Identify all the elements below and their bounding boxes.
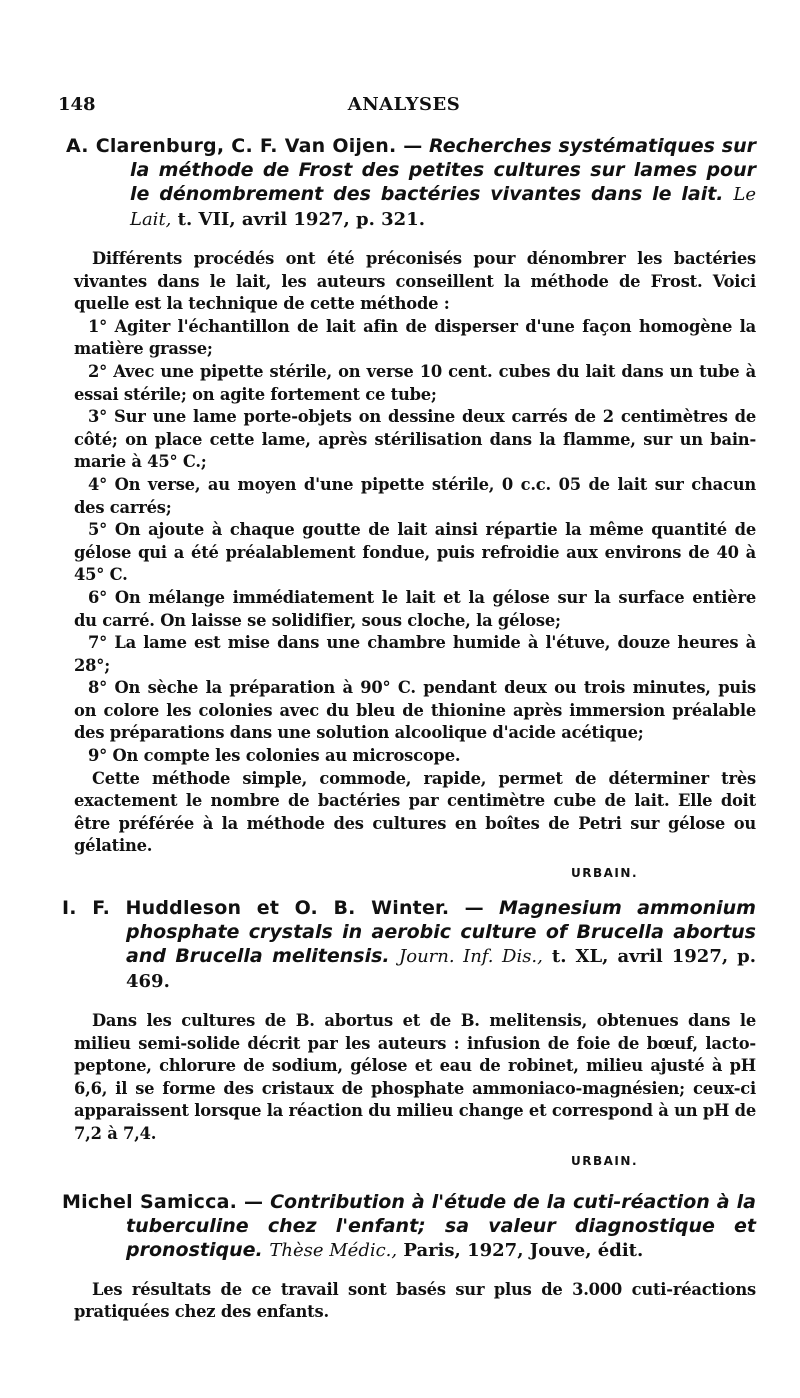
method-step: 1° Agiter l'échantillon de lait afin de disperser d'une façon homogène la matière grasse; [74,316,756,359]
entry-author: A. Clarenburg, C. F. Van Oijen. [66,135,397,157]
entry-title: Contribution à l'étude de la cuti-réaction à la tuberculine chez l'enfant; sa valeur diagnostique et pronostique. [126,1190,756,1261]
method-step: 4° On verse, au moyen d'une pipette stérile, 0 c.c. 05 de lait sur chacun des carrés; [74,474,756,517]
entry-signature: URBAIN. [571,1153,638,1168]
entry-dash: — [396,135,430,157]
citation-journal: Journ. Inf. Dis., [399,946,543,968]
method-step: 5° On ajoute à chaque goutte de lait ainsi répartie la même quantité de gélose qui a été préalablement fondue, puis refroidie aux environs de 40 à 45° C. [74,520,756,585]
entry-author: I. F. Huddleson et O. B. Winter. [62,897,450,920]
abstract-entry-clarenburg [52,134,756,880]
entry-title: Recherches systématiques sur la méthode de Frost des petites cultures sur lames pour le dénombrement des bactéries vivantes dans le lait. [130,135,756,205]
method-step: 2° Avec une pipette stérile, on verse 10 cent. cubes du lait dans un tube à essai stérile; on agite fortement ce tube; [74,361,756,404]
document-page [0,94,800,1398]
entry-paragraph: Dans les cultures de B. abortus et de B. melitensis, obtenues dans le milieu semi-solide décrit par les auteurs : infusion de foie de bœuf, lacto-peptone, chlorure de sodium, gélose et eau de robinet, milieu ajusté à pH 6,6, il se forme des cristaux de phosphate ammoniaco-magnésien; ceux-ci apparaissent lorsque la réaction du milieu change et correspond à un pH de 7,2 à 7,4. [74,1011,756,1143]
method-step: 6° On mélange immédiatement le lait et la gélose sur la surface entière du carré. On laisse se solidifier, sous cloche, la gélose; [74,587,756,630]
citation-details: t. VII, avril 1927, p. 321. [171,209,425,230]
citation-journal: Le Lait, [130,184,756,230]
running-title: ANALYSES [347,94,461,115]
entry-title: Magnesium ammonium phosphate crystals in aerobic culture of Brucella abortus and Brucella melitensis. [126,897,756,968]
entry-paragraph: Différents procédés ont été préconisés pour dénombrer les bactéries vivantes dans le lait, les auteurs conseillent la méthode de Frost. Voici quelle est la technique de cette méthode : [74,249,756,314]
method-step: 7° La lame est mise dans une chambre humide à l'étuve, douze heures à 28°; [74,633,756,675]
entry-author: Michel Samicca. [62,1190,238,1213]
entry-heading [62,896,756,994]
entry-dash: — [237,1190,271,1213]
citation-journal: Thèse Médic., [269,1239,398,1261]
citation-details: t. XL, avril 1927, p. 469. [126,946,757,993]
abstract-entry-huddleson [52,896,756,1168]
entry-signature: URBAIN. [571,866,638,881]
entry-conclusion: Cette méthode simple, commode, rapide, permet de déterminer très exactement le nombre de bactéries par centimètre cube de lait. Elle doit être préférée à la méthode des cultures en boîtes de Petri sur gélose ou gélatine. [74,768,756,856]
method-step: 8° On sèche la préparation à 90° C. pendant deux ou trois minutes, puis on colore les colonies avec du bleu de thionine après immersion préalable des préparations dans une solution alcoolique d'acide acétique; [74,678,756,743]
entry-heading [62,1190,756,1263]
entry-heading [66,134,756,232]
page-number: 148 [58,94,96,115]
entry-paragraph: Les résultats de ce travail sont basés sur plus de 3.000 cuti-réactions pratiquées chez des enfants. [74,1279,756,1322]
citation-details: Paris, 1927, Jouve, édit. [397,1239,644,1261]
running-head [52,94,756,134]
method-step: 3° Sur une lame porte-objets on dessine deux carrés de 2 centimètres de côté; on place cette lame, après stérilisation dans la flamme, sur un bain-marie à 45° C.; [74,407,756,472]
method-step: 9° On compte les colonies au microscope. [88,746,461,766]
entry-citation [269,1240,643,1261]
entry-dash: — [449,897,499,920]
